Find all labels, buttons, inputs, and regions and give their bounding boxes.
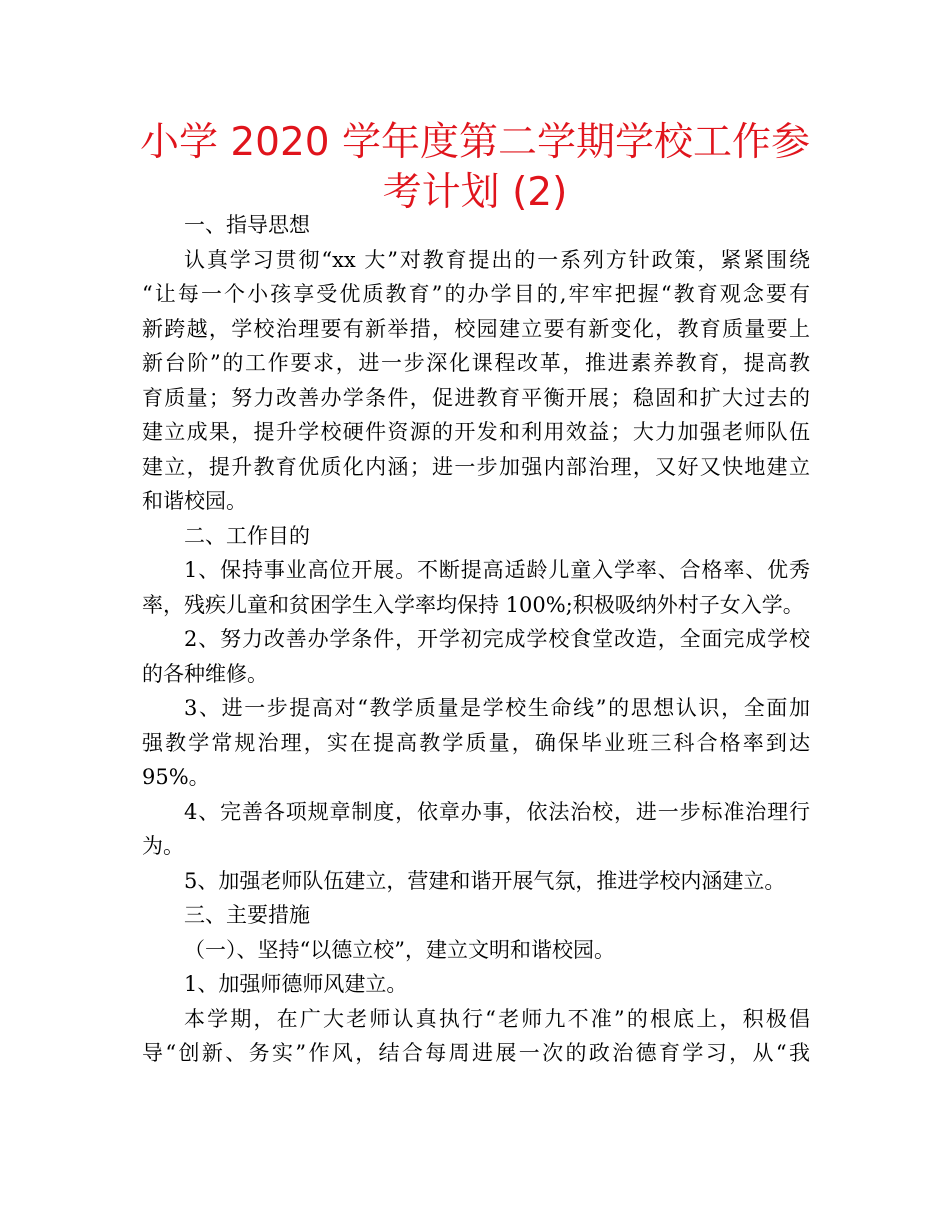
- text-line: 为。: [142, 834, 184, 858]
- text-line: 3、进一步提高对“教学质量是学校生命线”的思想认识，全面加: [184, 696, 810, 720]
- paragraph: [142, 933, 810, 968]
- text-line: 1、加强师德师风建立。: [184, 972, 408, 996]
- text-line: 的各种维修。: [142, 661, 268, 686]
- text-line: 新台阶”的工作要求，进一步深化课程改革，推进素养教育，提高教: [142, 351, 810, 375]
- paragraph: [142, 898, 810, 933]
- document-title: 小学 2020 学年度第二学期学校工作参考计划 (2): [139, 120, 811, 215]
- text-line: 认真学习贯彻“xx 大”对教育提出的一系列方针政策，紧紧围绕: [184, 247, 810, 272]
- paragraph: [142, 553, 810, 622]
- paragraph: [142, 519, 810, 554]
- paragraph: [142, 864, 810, 899]
- paragraph: [142, 795, 810, 864]
- paragraph: [142, 243, 810, 519]
- text-line: 建立，提升教育优质化内涵；进一步加强内部治理，又好又快地建立: [142, 454, 810, 479]
- text-line: “让每一个小孩享受优质教育”的办学目的,牢牢把握“教育观念要有: [142, 282, 810, 306]
- text-line: 本学期，在广大老师认真执行“老师九不准”的根底上，积极倡: [184, 1006, 810, 1031]
- text-line: 95%。: [142, 765, 210, 789]
- text-line: （一）、坚持“以德立校”，建立文明和谐校园。: [184, 937, 615, 962]
- paragraph: [142, 691, 810, 795]
- text-line: 导“创新、务实”作风，结合每周进展一次的政治德育学习，从“我: [142, 1041, 810, 1065]
- text-line: 和谐校园。: [142, 489, 247, 513]
- text-line: 建立成果，提升学校硬件资源的开发和利用效益；大力加强老师队伍: [142, 420, 810, 444]
- text-line: 2、努力改善办学条件，开学初完成学校食堂改造，全面完成学校: [184, 627, 810, 651]
- paragraph: [142, 622, 810, 691]
- document-body: [142, 208, 810, 1071]
- text-line: 三、主要措施: [184, 903, 310, 927]
- text-line: 率，残疾儿童和贫困学生入学率均保持 100%;积极吸纳外村子女入学。: [142, 592, 804, 617]
- paragraph: [142, 1002, 810, 1071]
- text-line: 4、完善各项规章制度，依章办事，依法治校，进一步标准治理行: [184, 799, 810, 824]
- text-line: 一、指导思想: [184, 213, 310, 237]
- text-line: 二、工作目的: [184, 523, 310, 548]
- text-line: 育质量；努力改善办学条件，促进教育平衡开展；稳固和扩大过去的: [142, 385, 810, 410]
- text-line: 强教学常规治理，实在提高教学质量，确保毕业班三科合格率到达: [142, 730, 810, 755]
- paragraph: [142, 967, 810, 1002]
- paragraph: [142, 208, 810, 243]
- text-line: 5、加强老师队伍建立，营建和谐开展气氛，推进学校内涵建立。: [184, 868, 786, 893]
- text-line: 1、保持事业高位开展。不断提高适龄儿童入学率、合格率、优秀: [184, 558, 810, 582]
- text-line: 新跨越，学校治理要有新举措，校园建立要有新变化，教育质量要上: [142, 316, 810, 341]
